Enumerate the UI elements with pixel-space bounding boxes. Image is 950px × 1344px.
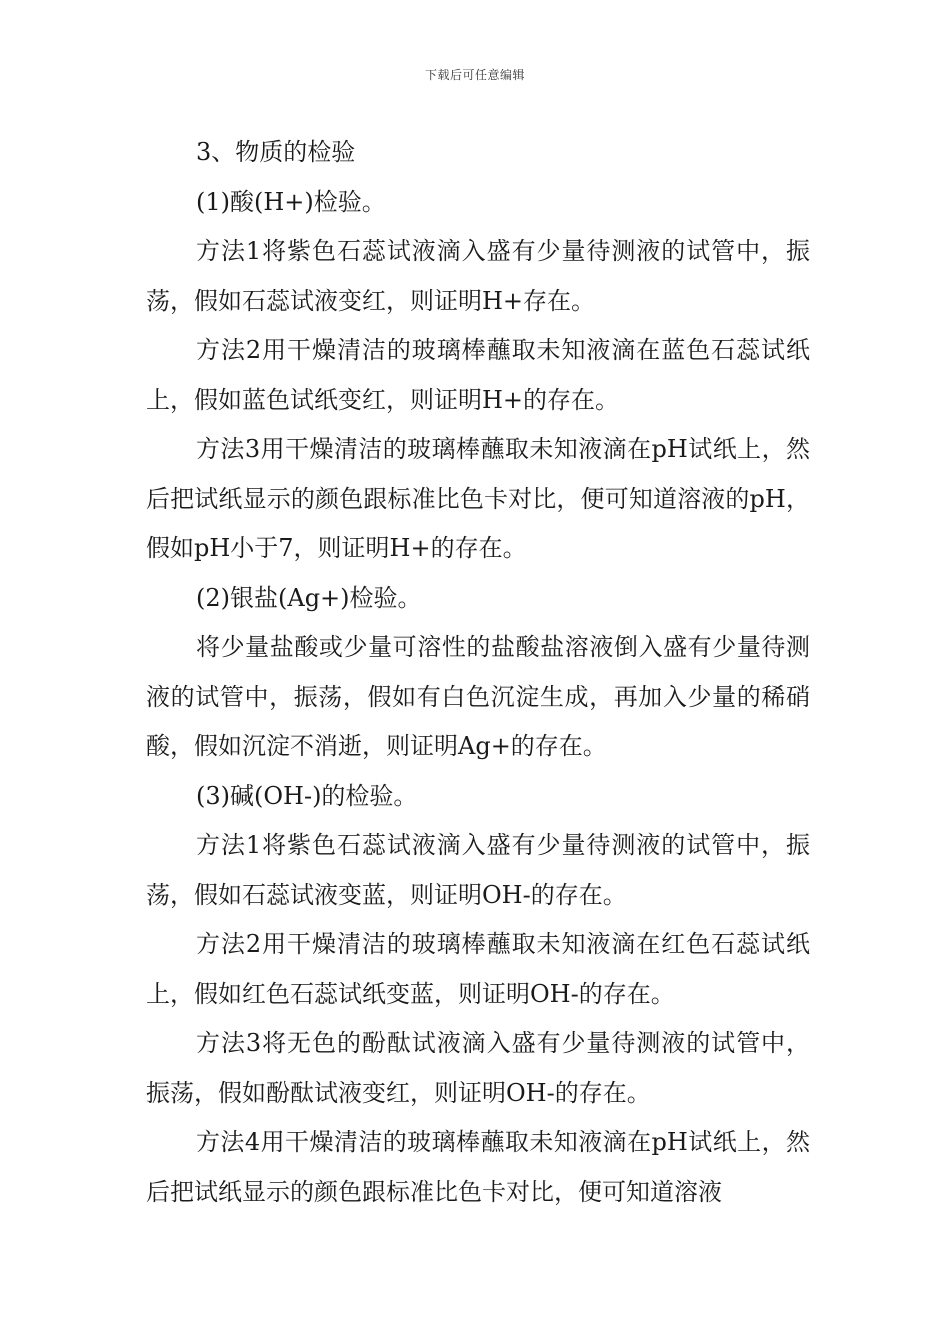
- paragraph-silver-test: 将少量盐酸或少量可溶性的盐酸盐溶液倒入盛有少量待测液的试管中，振荡，假如有白色沉淀生成，再加入少量的稀硝酸，假如沉淀不消逝，则证明Ag+的存在。: [146, 633, 810, 760]
- document-body: [146, 128, 810, 1217]
- subsection-heading-base: (3)碱(OH-)的检验。: [196, 781, 418, 810]
- paragraph-acid-method-1: 方法1将紫色石蕊试液滴入盛有少量待测液的试管中，振荡，假如石蕊试液变红，则证明H+存在。: [146, 237, 810, 315]
- paragraph-base-method-4: 方法4用干燥清洁的玻璃棒蘸取未知液滴在pH试纸上，然后把试纸显示的颜色跟标准比色卡对比，便可知道溶液: [146, 1128, 810, 1206]
- paragraph-acid-method-3: 方法3用干燥清洁的玻璃棒蘸取未知液滴在pH试纸上，然后把试纸显示的颜色跟标准比色卡对比，便可知道溶液的pH，假如pH小于7，则证明H+的存在。: [146, 435, 810, 562]
- subsection-heading-acid: (1)酸(H+)检验。: [196, 187, 386, 216]
- paragraph-acid-method-2: 方法2用干燥清洁的玻璃棒蘸取未知液滴在蓝色石蕊试纸上，假如蓝色试纸变红，则证明H+的存在。: [146, 336, 810, 414]
- paragraph-base-method-1: 方法1将紫色石蕊试液滴入盛有少量待测液的试管中，振荡，假如石蕊试液变蓝，则证明OH-的存在。: [146, 831, 810, 909]
- paragraph-base-method-3: 方法3将无色的酚酞试液滴入盛有少量待测液的试管中，振荡，假如酚酞试液变红，则证明OH-的存在。: [146, 1029, 810, 1107]
- subsection-heading-silver: (2)银盐(Ag+)检验。: [196, 583, 422, 612]
- section-heading: 3、物质的检验: [196, 138, 356, 166]
- page-header: 下载后可任意编辑: [424, 68, 525, 82]
- paragraph-base-method-2: 方法2用干燥清洁的玻璃棒蘸取未知液滴在红色石蕊试纸上，假如红色石蕊试纸变蓝，则证明OH-的存在。: [146, 930, 810, 1008]
